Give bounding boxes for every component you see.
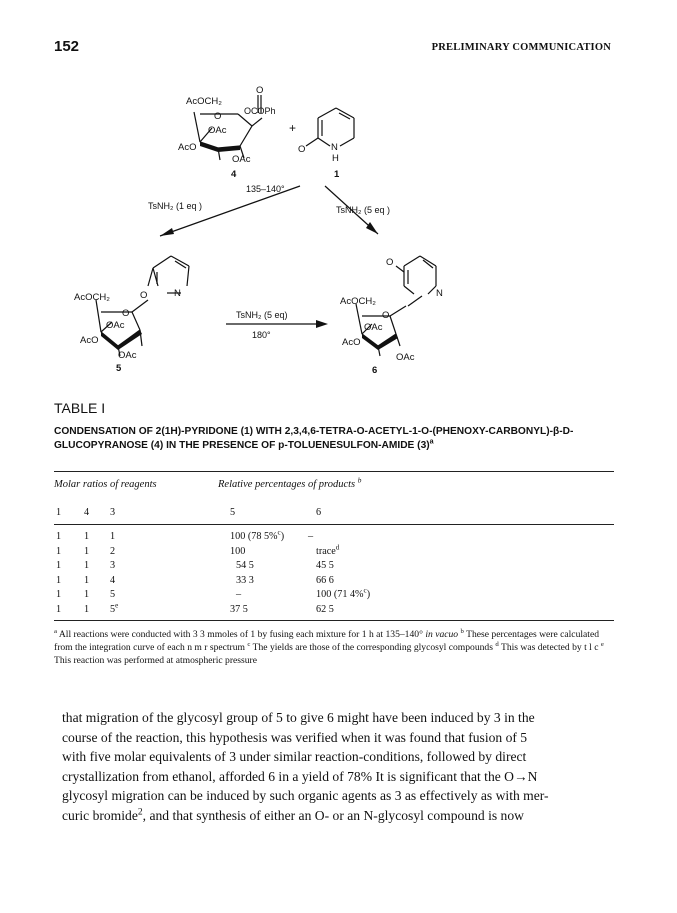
- c6-o-carbonyl: O: [386, 257, 394, 268]
- table-top-rule: [54, 471, 614, 472]
- table-cell-ratio-4: [84, 560, 89, 571]
- footnote-a: All reactions were conducted with 3 3 mmoles of 1 by fusing each mixture for 1 h at 135–140°: [58, 629, 423, 640]
- body-line-text: , and that synthesis of either an O- or an N-glycosyl compound is now: [142, 807, 524, 823]
- c5-label: 5: [116, 363, 122, 374]
- table-cell-product-5: [236, 575, 254, 586]
- cell-text: 1: [56, 545, 62, 557]
- header-relative-mark: b: [357, 475, 362, 485]
- table-cell-product-6: [316, 575, 334, 586]
- cell-text: 3: [110, 560, 116, 571]
- temp-label: 135–140°: [246, 184, 285, 194]
- subheader-3: 3: [110, 507, 116, 518]
- cell-text: 4: [110, 574, 116, 586]
- table-cell-ratio-4: [84, 589, 89, 600]
- body-line-text: curic bromide: [62, 807, 138, 823]
- cell-text: 1: [84, 531, 90, 542]
- cell-text: –: [308, 531, 314, 542]
- footnote-a-mark: a: [54, 627, 57, 635]
- footnote-d: This was detected by t l c: [500, 642, 599, 653]
- cell-text: –: [236, 589, 242, 600]
- table-cell-ratio-4: [84, 575, 89, 586]
- table-cell-ratio-1: [56, 589, 61, 600]
- c5-acoch2: AcOCH₂: [74, 292, 110, 303]
- cell-text: 5: [110, 589, 116, 600]
- cell-text: trace: [316, 545, 336, 557]
- cell-text: 1: [84, 574, 90, 586]
- table-cell-ratio-3: [110, 601, 119, 615]
- table-cell-product-6: [316, 560, 334, 571]
- table-cell-product-5: [236, 560, 254, 571]
- subheader-5: 5: [230, 507, 236, 518]
- cell-text: 1: [84, 545, 90, 557]
- table-cell-ratio-4: [84, 531, 89, 542]
- cell-text: 1: [84, 560, 90, 571]
- page-number: 152: [54, 38, 80, 55]
- c6-aco: AcO: [342, 337, 361, 348]
- body-line: course of the reaction, this hypothesis was verified when it was found that fusion of 5: [62, 729, 528, 745]
- table-cell-product-6: [316, 586, 371, 600]
- c5-aco: AcO: [80, 335, 99, 346]
- c5-oac-mid: OAc: [106, 320, 125, 331]
- c5-oac-bottom: OAc: [118, 350, 137, 361]
- subheader-1: 1: [56, 507, 62, 518]
- c4-label: 4: [231, 169, 237, 180]
- c4-carbonyl-o: O: [256, 85, 264, 96]
- c6-oac-bottom: OAc: [396, 352, 415, 363]
- table-header-rule: [54, 524, 614, 525]
- c5-n: N: [174, 288, 181, 299]
- cell-text: 1: [110, 531, 116, 542]
- c6-label: 6: [372, 365, 378, 376]
- footnote-c-mark: c: [247, 640, 251, 648]
- middle-temp: 180°: [252, 330, 271, 340]
- c4-aco: AcO: [178, 142, 197, 153]
- table-cell-ratio-3: [110, 560, 115, 571]
- footnote-b-mark: b: [460, 627, 464, 635]
- cell-text: 2: [110, 545, 116, 557]
- table-cell-product-6: [316, 543, 340, 557]
- cell-text: 1: [56, 531, 62, 542]
- c5-o-link: O: [140, 290, 148, 301]
- table-cell-product-6: [308, 531, 313, 542]
- footnote-e: This reaction was performed at atmospheric pressure: [54, 655, 257, 666]
- footnote-e-mark: e: [600, 640, 604, 648]
- reaction-scheme: [0, 0, 677, 400]
- table-cell-product-5: [230, 546, 245, 557]
- middle-reagent: TsNH₂ (5 eq): [236, 310, 288, 320]
- table-cell-ratio-1: [56, 560, 61, 571]
- cell-text: 1: [56, 603, 62, 615]
- c4-oac-bottom: OAc: [232, 154, 251, 165]
- cell-text: 100 (78 5%: [230, 531, 278, 542]
- subheader-4: 4: [84, 507, 90, 518]
- cell-text: 33 3: [236, 574, 254, 586]
- body-line: that migration of the glycosyl group of 5 to give 6 might have been induced by 3 in the: [62, 710, 535, 725]
- table-cell-ratio-3: [110, 531, 115, 542]
- cell-text: ): [366, 589, 371, 600]
- body-line: with five molar equivalents of 3 under similar reaction-conditions, followed by direct: [62, 749, 527, 764]
- c4-acoch2: AcOCH₂: [186, 96, 222, 107]
- header-molar-ratios: Molar ratios of reagents: [54, 479, 157, 490]
- cell-text: 1: [84, 603, 90, 615]
- c6-ring-o: O: [382, 310, 390, 321]
- cell-mark: e: [115, 601, 119, 610]
- header-relative-percentages: [218, 475, 362, 490]
- c6-n: N: [436, 288, 443, 299]
- body-line: crystallization from ethanol, afforded 6 in a yield of 78% It is significant that the O→N: [62, 768, 538, 784]
- cell-text: 100: [230, 545, 246, 557]
- c4-ring-o: O: [214, 111, 222, 122]
- table-cell-ratio-4: [84, 546, 89, 557]
- cell-text: 100 (71 4%: [316, 589, 364, 600]
- table-cell-product-5: [230, 528, 285, 542]
- reference-mark: 2: [137, 806, 143, 817]
- cell-text: 5: [110, 603, 116, 615]
- cell-text: 1: [84, 589, 90, 600]
- left-reagent: TsNH₂ (1 eq ): [148, 201, 203, 211]
- cell-text: 62 5: [316, 603, 334, 615]
- cell-text: 66 6: [316, 574, 334, 586]
- table-cell-ratio-1: [56, 546, 61, 557]
- table-caption: [54, 425, 614, 452]
- table-cell-ratio-1: [56, 531, 61, 542]
- cell-text: 54 5: [236, 560, 254, 571]
- cell-text: 45 5: [316, 560, 334, 571]
- right-reagent: TsNH₂ (5 eq ): [336, 205, 391, 215]
- table-title: TABLE I: [54, 400, 106, 416]
- table-cell-ratio-3: [110, 546, 115, 557]
- c5-ring-o: O: [122, 308, 130, 319]
- c1-label: 1: [334, 169, 340, 180]
- table-cell-ratio-4: [84, 604, 89, 615]
- cell-text: 1: [56, 560, 62, 571]
- table-cell-ratio-1: [56, 604, 61, 615]
- c1-o: O: [298, 144, 306, 155]
- cell-text: 1: [56, 589, 62, 600]
- cell-text: 1: [56, 574, 62, 586]
- subheader-6: 6: [316, 507, 322, 518]
- table-cell-ratio-3: [110, 589, 115, 600]
- plus-sign: +: [289, 121, 297, 135]
- table-cell-product-6: [316, 604, 334, 615]
- c6-oac-mid: OAc: [364, 322, 383, 333]
- table-footnotes: [54, 628, 614, 667]
- caption-mark: a: [429, 437, 434, 446]
- cell-mark: c: [363, 586, 367, 595]
- table-cell-ratio-3: [110, 575, 115, 586]
- body-paragraph: [62, 708, 618, 825]
- table-cell-ratio-1: [56, 575, 61, 586]
- header-relative-text: Relative percentages of products: [218, 479, 356, 490]
- footnote-c: The yields are those of the corresponding glycosyl compounds: [252, 642, 493, 653]
- c6-acoch2: AcOCH₂: [340, 296, 376, 307]
- c4-carbonate: OCOPh: [244, 106, 276, 116]
- cell-text: 37 5: [230, 603, 248, 615]
- cell-mark: d: [335, 543, 340, 552]
- table-cell-product-5: [236, 589, 241, 600]
- cell-text: ): [280, 531, 285, 542]
- table-cell-product-5: [230, 604, 248, 615]
- footnote-a-italic: in vacuo: [425, 629, 459, 640]
- cell-mark: c: [277, 528, 281, 537]
- c1-n: N: [331, 142, 338, 153]
- table-caption-text: CONDENSATION OF 2(1H)-PYRIDONE (1) WITH 2,3,4,6-TETRA-O-ACETYL-1-O-(PHENOXY-CARBONYL)-β-D-GLUCOPYRANOSE (4) IN THE PRESENCE OF p-TOLUENESULFON-AMIDE (3): [54, 426, 574, 451]
- body-line: [62, 806, 618, 826]
- c4-oac-mid: OAc: [208, 125, 227, 136]
- body-line: glycosyl migration can be induced by such organic agents as 3 as effectively as with mer-: [62, 788, 549, 803]
- footnote-d-mark: d: [495, 640, 499, 648]
- running-head: PRELIMINARY COMMUNICATION: [431, 42, 611, 53]
- table-bottom-rule: [54, 620, 614, 621]
- footnote-b: These percentages were calculated from the integration curve of each n m r spectrum: [54, 629, 600, 653]
- c1-h: H: [332, 153, 339, 164]
